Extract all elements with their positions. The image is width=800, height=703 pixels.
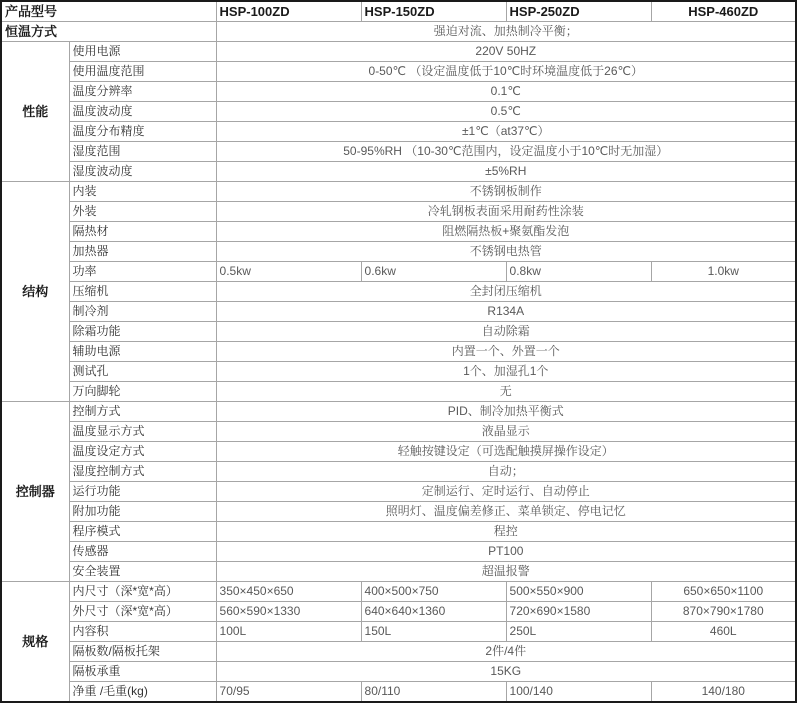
model-label-header: 产品型号 [1, 1, 216, 22]
spec-value-merged: 轻触按键设定（可选配触摸屏操作设定） [216, 442, 796, 462]
spec-row-label: 温度波动度 [69, 102, 216, 122]
spec-row-label: 安全装置 [69, 562, 216, 582]
header-row [1, 1, 796, 22]
spec-value-merged: 定制运行、定时运行、自动停止 [216, 482, 796, 502]
spec-value-cell: 0.8kw [506, 262, 651, 282]
spec-row [1, 142, 796, 162]
spec-value-merged: 无 [216, 382, 796, 402]
spec-value-cell: 560×590×1330 [216, 602, 361, 622]
spec-row [1, 502, 796, 522]
spec-value-merged: 超温报警 [216, 562, 796, 582]
spec-row-label: 湿度范围 [69, 142, 216, 162]
spec-row-label: 控制方式 [69, 402, 216, 422]
spec-row [1, 582, 796, 602]
spec-value-cell: 1.0kw [651, 262, 796, 282]
spec-row-label: 隔板承重 [69, 662, 216, 682]
spec-value-merged: R134A [216, 302, 796, 322]
spec-row [1, 602, 796, 622]
spec-row-label: 传感器 [69, 542, 216, 562]
spec-value-merged: 照明灯、温度偏差修正、菜单锁定、停电记忆 [216, 502, 796, 522]
spec-row-label: 外装 [69, 202, 216, 222]
spec-value-cell: 0.6kw [361, 262, 506, 282]
spec-row [1, 42, 796, 62]
spec-row [1, 282, 796, 302]
spec-value-merged: 1个、加湿孔1个 [216, 362, 796, 382]
spec-row [1, 322, 796, 342]
spec-row [1, 82, 796, 102]
spec-row [1, 662, 796, 682]
spec-row-label: 功率 [69, 262, 216, 282]
spec-row-label: 压缩机 [69, 282, 216, 302]
spec-row [1, 342, 796, 362]
spec-value-cell: 250L [506, 622, 651, 642]
spec-row [1, 562, 796, 582]
spec-value-merged: 自动； [216, 462, 796, 482]
spec-row-label: 使用温度范围 [69, 62, 216, 82]
spec-row [1, 122, 796, 142]
spec-row-label: 内装 [69, 182, 216, 202]
spec-value-merged: 全封闭压缩机 [216, 282, 796, 302]
spec-value-cell: 500×550×900 [506, 582, 651, 602]
spec-row [1, 302, 796, 322]
model-header-1: HSP-150ZD [361, 1, 506, 22]
spec-value-merged: 15KG [216, 662, 796, 682]
spec-value-merged: 程控 [216, 522, 796, 542]
model-header-2: HSP-250ZD [506, 1, 651, 22]
spec-row-label: 温度分布精度 [69, 122, 216, 142]
spec-value-merged: 内置一个、外置一个 [216, 342, 796, 362]
spec-row-label: 隔板数/隔板托架 [69, 642, 216, 662]
spec-row [1, 482, 796, 502]
spec-row-label: 湿度波动度 [69, 162, 216, 182]
spec-row-label: 运行功能 [69, 482, 216, 502]
spec-value-cell: 350×450×650 [216, 582, 361, 602]
spec-value-merged: 220V 50HZ [216, 42, 796, 62]
spec-row [1, 102, 796, 122]
section-label-0: 性能 [1, 42, 69, 182]
spec-value-merged: 冷轧钢板表面采用耐药性涂装 [216, 202, 796, 222]
spec-row [1, 542, 796, 562]
spec-value-merged: 50-95%RH （10-30℃范围内，设定温度小于10℃时无加湿） [216, 142, 796, 162]
spec-row-label: 加热器 [69, 242, 216, 262]
spec-value-cell: 150L [361, 622, 506, 642]
model-header-3: HSP-460ZD [651, 1, 796, 22]
spec-value-merged: 自动除霜 [216, 322, 796, 342]
spec-row-label: 使用电源 [69, 42, 216, 62]
spec-row-label: 内尺寸（深*宽*高） [69, 582, 216, 602]
constant-temp-row [1, 22, 796, 42]
spec-row [1, 262, 796, 282]
spec-row-label: 温度分辨率 [69, 82, 216, 102]
spec-row [1, 242, 796, 262]
spec-row-label: 测试孔 [69, 362, 216, 382]
spec-row [1, 222, 796, 242]
spec-row [1, 402, 796, 422]
spec-value-cell: 400×500×750 [361, 582, 506, 602]
spec-row [1, 682, 796, 703]
spec-value-merged: ±5%RH [216, 162, 796, 182]
section-label-2: 控制器 [1, 402, 69, 582]
section-label-3: 规格 [1, 582, 69, 703]
spec-value-merged: 液晶显示 [216, 422, 796, 442]
spec-value-merged: 2件/4件 [216, 642, 796, 662]
spec-value-merged: PID、制冷加热平衡式 [216, 402, 796, 422]
spec-row [1, 162, 796, 182]
spec-row-label: 湿度控制方式 [69, 462, 216, 482]
spec-row-label: 内容积 [69, 622, 216, 642]
constant-temp-value: 强迫对流、加热制冷平衡； [216, 22, 796, 42]
spec-value-merged: 0.5℃ [216, 102, 796, 122]
model-header-0: HSP-100ZD [216, 1, 361, 22]
section-label-1: 结构 [1, 182, 69, 402]
spec-row-label: 程序模式 [69, 522, 216, 542]
spec-value-cell: 0.5kw [216, 262, 361, 282]
spec-row [1, 442, 796, 462]
spec-row-label: 制冷剂 [69, 302, 216, 322]
spec-value-merged: 0-50℃ （设定温度低于10℃时环境温度低于26℃） [216, 62, 796, 82]
spec-table-body [1, 1, 796, 702]
spec-value-cell: 640×640×1360 [361, 602, 506, 622]
spec-value-merged: 不锈钢电热管 [216, 242, 796, 262]
spec-value-merged: 0.1℃ [216, 82, 796, 102]
spec-value-cell: 100/140 [506, 682, 651, 703]
spec-row-label: 附加功能 [69, 502, 216, 522]
spec-row [1, 642, 796, 662]
spec-row [1, 462, 796, 482]
spec-row-label: 温度显示方式 [69, 422, 216, 442]
spec-value-cell: 100L [216, 622, 361, 642]
spec-row [1, 362, 796, 382]
spec-value-cell: 720×690×1580 [506, 602, 651, 622]
spec-value-merged: 阻燃隔热板+聚氨酯发泡 [216, 222, 796, 242]
spec-row [1, 422, 796, 442]
spec-row-label: 除霜功能 [69, 322, 216, 342]
spec-row [1, 622, 796, 642]
spec-row [1, 202, 796, 222]
spec-value-cell: 80/110 [361, 682, 506, 703]
spec-row [1, 62, 796, 82]
spec-value-merged: ±1℃（at37℃） [216, 122, 796, 142]
spec-value-cell: 650×650×1100 [651, 582, 796, 602]
constant-temp-label: 恒温方式 [1, 22, 216, 42]
spec-row-label: 温度设定方式 [69, 442, 216, 462]
spec-value-cell: 70/95 [216, 682, 361, 703]
spec-row [1, 382, 796, 402]
spec-value-cell: 870×790×1780 [651, 602, 796, 622]
spec-row-label: 外尺寸（深*宽*高） [69, 602, 216, 622]
spec-row-label: 万向脚轮 [69, 382, 216, 402]
spec-row [1, 182, 796, 202]
spec-row [1, 522, 796, 542]
spec-value-merged: 不锈钢板制作 [216, 182, 796, 202]
spec-value-merged: PT100 [216, 542, 796, 562]
spec-row-label: 辅助电源 [69, 342, 216, 362]
spec-row-label: 净重 /毛重(kg) [69, 682, 216, 703]
spec-value-cell: 460L [651, 622, 796, 642]
spec-row-label: 隔热材 [69, 222, 216, 242]
spec-value-cell: 140/180 [651, 682, 796, 703]
